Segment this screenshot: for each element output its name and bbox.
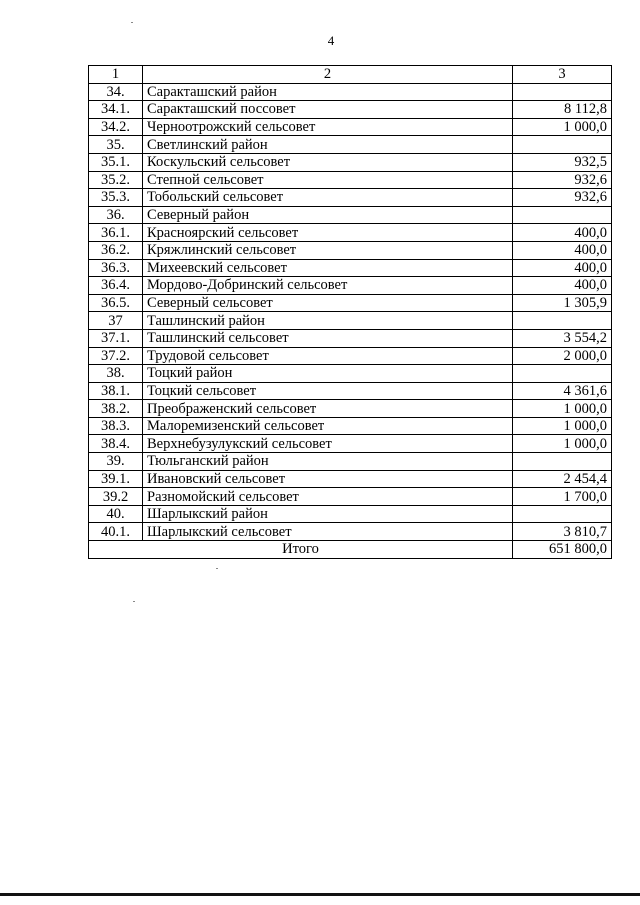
row-value: 8 112,8 [513, 101, 612, 119]
row-number: 38.3. [89, 417, 143, 435]
table-row [89, 435, 612, 453]
row-number: 38.2. [89, 400, 143, 418]
row-number: 34. [89, 83, 143, 101]
row-number: 39.1. [89, 470, 143, 488]
row-value: 1 000,0 [513, 118, 612, 136]
table-row [89, 329, 612, 347]
row-name: Трудовой сельсовет [143, 347, 513, 365]
row-name: Мордово-Добринский сельсовет [143, 277, 513, 295]
row-name: Ивановский сельсовет [143, 470, 513, 488]
row-name: Северный сельсовет [143, 294, 513, 312]
table-row [89, 453, 612, 471]
scan-speck [133, 601, 135, 602]
row-name: Северный район [143, 206, 513, 224]
row-number: 39.2 [89, 488, 143, 506]
page-number: 4 [327, 33, 335, 48]
total-value: 651 800,0 [513, 541, 612, 559]
row-value: 1 000,0 [513, 435, 612, 453]
scan-edge-bar [0, 893, 640, 896]
table-row [89, 417, 612, 435]
row-value: 932,5 [513, 153, 612, 171]
table-row [89, 400, 612, 418]
row-name: Разномойский сельсовет [143, 488, 513, 506]
row-value: 1 700,0 [513, 488, 612, 506]
row-number: 40.1. [89, 523, 143, 541]
row-value [513, 136, 612, 154]
row-value: 400,0 [513, 224, 612, 242]
row-name: Красноярский сельсовет [143, 224, 513, 242]
row-name: Тоцкий район [143, 365, 513, 383]
row-number: 35. [89, 136, 143, 154]
row-number: 38.4. [89, 435, 143, 453]
row-number: 36.5. [89, 294, 143, 312]
row-value [513, 365, 612, 383]
row-name: Саракташский район [143, 83, 513, 101]
column-header-number: 1 [89, 66, 143, 84]
table-row [89, 365, 612, 383]
table-row [89, 470, 612, 488]
row-number: 36.2. [89, 241, 143, 259]
row-name: Светлинский район [143, 136, 513, 154]
row-number: 36.4. [89, 277, 143, 295]
row-number: 39. [89, 453, 143, 471]
row-number: 36. [89, 206, 143, 224]
scan-speck [131, 22, 133, 23]
table-row [89, 259, 612, 277]
row-value [513, 206, 612, 224]
table-row [89, 347, 612, 365]
table-row [89, 83, 612, 101]
row-value: 932,6 [513, 189, 612, 207]
row-value: 2 454,4 [513, 470, 612, 488]
row-value: 1 305,9 [513, 294, 612, 312]
row-name: Преображенский сельсовет [143, 400, 513, 418]
table-row [89, 505, 612, 523]
table-row [89, 101, 612, 119]
column-header-value: 3 [513, 66, 612, 84]
row-number: 36.3. [89, 259, 143, 277]
table-row [89, 136, 612, 154]
row-value [513, 453, 612, 471]
row-number: 37 [89, 312, 143, 330]
table-row [89, 189, 612, 207]
row-value: 400,0 [513, 241, 612, 259]
row-value: 3 554,2 [513, 329, 612, 347]
table-row [89, 206, 612, 224]
scan-speck [216, 568, 218, 569]
row-name: Михеевский сельсовет [143, 259, 513, 277]
row-number: 37.2. [89, 347, 143, 365]
row-name: Черноотрожский сельсовет [143, 118, 513, 136]
row-name: Тобольский сельсовет [143, 189, 513, 207]
row-value [513, 83, 612, 101]
row-value: 400,0 [513, 259, 612, 277]
row-value: 400,0 [513, 277, 612, 295]
row-number: 35.1. [89, 153, 143, 171]
row-number: 34.1. [89, 101, 143, 119]
row-value: 932,6 [513, 171, 612, 189]
row-name: Кряжлинский сельсовет [143, 241, 513, 259]
row-name: Тоцкий сельсовет [143, 382, 513, 400]
column-header-name: 2 [143, 66, 513, 84]
row-value [513, 505, 612, 523]
row-name: Тюльганский район [143, 453, 513, 471]
row-number: 35.3. [89, 189, 143, 207]
row-value: 3 810,7 [513, 523, 612, 541]
row-number: 35.2. [89, 171, 143, 189]
table-row [89, 171, 612, 189]
total-row [89, 541, 612, 559]
row-name: Шарлыкский район [143, 505, 513, 523]
row-name: Коскульский сельсовет [143, 153, 513, 171]
row-number: 34.2. [89, 118, 143, 136]
table-row [89, 118, 612, 136]
row-number: 38. [89, 365, 143, 383]
table-row [89, 153, 612, 171]
row-name: Саракташский поссовет [143, 101, 513, 119]
table-row [89, 277, 612, 295]
allocation-table [88, 65, 612, 559]
row-name: Ташлинский район [143, 312, 513, 330]
row-name: Степной сельсовет [143, 171, 513, 189]
row-value: 4 361,6 [513, 382, 612, 400]
table-row [89, 224, 612, 242]
row-number: 36.1. [89, 224, 143, 242]
table-body [89, 66, 612, 559]
table-row [89, 523, 612, 541]
row-name: Шарлыкский сельсовет [143, 523, 513, 541]
table-row [89, 488, 612, 506]
table-header-row [89, 66, 612, 84]
table-row [89, 382, 612, 400]
table-row [89, 312, 612, 330]
row-number: 40. [89, 505, 143, 523]
table-row [89, 294, 612, 312]
row-name: Верхнебузулукский сельсовет [143, 435, 513, 453]
row-value [513, 312, 612, 330]
row-name: Малоремизенский сельсовет [143, 417, 513, 435]
total-label: Итого [89, 541, 513, 559]
row-number: 38.1. [89, 382, 143, 400]
table-row [89, 241, 612, 259]
row-number: 37.1. [89, 329, 143, 347]
row-name: Ташлинский сельсовет [143, 329, 513, 347]
row-value: 1 000,0 [513, 417, 612, 435]
row-value: 1 000,0 [513, 400, 612, 418]
row-value: 2 000,0 [513, 347, 612, 365]
